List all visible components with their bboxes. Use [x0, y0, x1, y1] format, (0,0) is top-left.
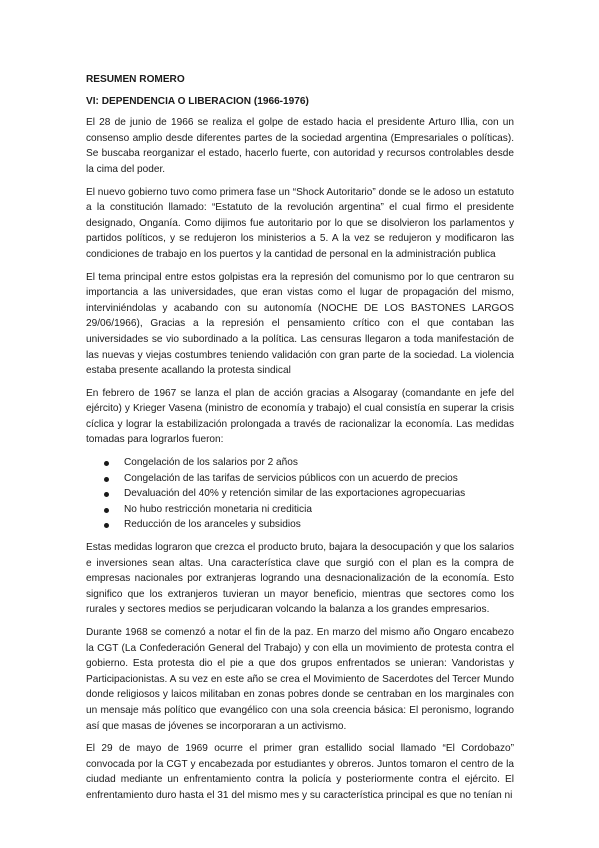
paragraph-golpe-1966: El 28 de junio de 1966 se realiza el golpe de estado hacia el presidente Arturo Illia, con un consenso amplio desde diferentes partes de la sociedad argentina (Empresariales o políticas). Se buscaba reorganizar el estado, hacerlo fuerte, con autoridad y recursos controlables desde la cima del poder.: [86, 117, 514, 175]
bullet-icon: [104, 492, 109, 497]
list-item-text: Congelación de los salarios por 2 años: [124, 457, 298, 469]
measures-list: [86, 455, 514, 533]
paragraph-cordobazo: El 29 de mayo de 1969 ocurre el primer gran estallido social llamado “El Cordobazo” convocada por la CGT y encabezada por estudiantes y obreros. Juntos tomaron el centro de la ciudad mediante un enfrentamiento contra la policía y posteriormente contra el ejército. El enfrentamiento duro hasta el 31 del mismo mes y su característica principal es que no tenían ni: [86, 743, 514, 801]
list-item: [86, 517, 514, 533]
list-item: [86, 471, 514, 487]
document-body: [86, 72, 514, 811]
bullet-icon: [104, 508, 109, 513]
paragraph-resultados: Estas medidas lograron que crezca el producto bruto, bajara la desocupación y que los salarios e inversiones sean altas. Una característica clave que surgió con el plan es la compra de empresas nacionales por extranjeras logrando una desnacionalización de la economía. Esto significo que los extranjeros tuvieran un mayor beneficio, mientras que sectores como los rurales y sectores medios se perjudicaran volcando la balanza a los grandes empresarios.: [86, 542, 514, 616]
bullet-icon: [104, 461, 109, 466]
paragraph-1968: Durante 1968 se comenzó a notar el fin de la paz. En marzo del mismo año Ongaro encabezo la CGT (La Confederación General del Trabajo) y con ella un movimiento de protesta contra el gobierno. Esta protesta dio el pie a que dos grupos enfrentados se unieran: Vandoristas y Participacionistas. A su vez en este año se crea el Movimiento de Sacerdotes del Tercer Mundo donde religiosos y laicos militaban en zonas pobres donde se centraban en los marginales con un mensaje más político que evangélico con una sola creencia básica: El peronismo, logrando así que masas de jóvenes se incorporaran a un activismo.: [86, 627, 514, 732]
paragraph-represion-universidades: El tema principal entre estos golpistas era la represión del comunismo por lo que centraron su importancia a las universidades, que eran vistas como el lugar de propagación del mismo, interviniéndolas y acabando con su autonomía (NOCHE DE LOS BASTONES LARGOS 29/06/1966), Gracias a la represión el pensamiento crítico con el que contaban las universidades se vio subordinado a la política. Las censuras llegaron a toda manifestación de las nuevas y viejas costumbres teniendo validación con gran parte de la sociedad. La violencia estaba presente acallando la protesta sindical: [86, 271, 514, 377]
list-item-text: Congelación de las tarifas de servicios públicos con un acuerdo de precios: [124, 472, 458, 484]
paragraph-shock-autoritario: El nuevo gobierno tuvo como primera fase un “Shock Autoritario” donde se le adoso un estatuto a la constitución llamado: “Estatuto de la revolución argentina” el cual firmo el presidente designado, Onganía. Como dijimos fue autoritario por lo que se disolvieron los parlamentos y partidos políticos, y se redujeron los ministerios a 5. A la vez se redujeron y modificaron las condiciones de trabajo en los puertos y la cantidad de personal en la administración publica: [86, 186, 514, 260]
bullet-icon: [104, 477, 109, 482]
paragraph-plan-1967: En febrero de 1967 se lanza el plan de acción gracias a Alsogaray (comandante en jefe del ejército) y Krieger Vasena (ministro de economía y trabajo) el cual consistía en superar la crisis cíclica y lograr la estabilización prolongada a través de racionalizar la economía. Las medidas tomadas para lograrlos fueron:: [86, 387, 514, 446]
bullet-icon: [104, 523, 109, 528]
list-item: [86, 486, 514, 502]
list-item-text: Devaluación del 40% y retención similar de las exportaciones agropecuarias: [124, 488, 466, 500]
document-title: RESUMEN ROMERO: [86, 74, 185, 85]
list-item-text: No hubo restricción monetaria ni crediticia: [124, 503, 312, 515]
list-item: [86, 502, 514, 518]
list-item: [86, 455, 514, 471]
section-heading: VI: DEPENDENCIA O LIBERACION (1966-1976): [86, 95, 309, 107]
list-item-text: Reducción de los aranceles y subsidios: [124, 519, 301, 531]
